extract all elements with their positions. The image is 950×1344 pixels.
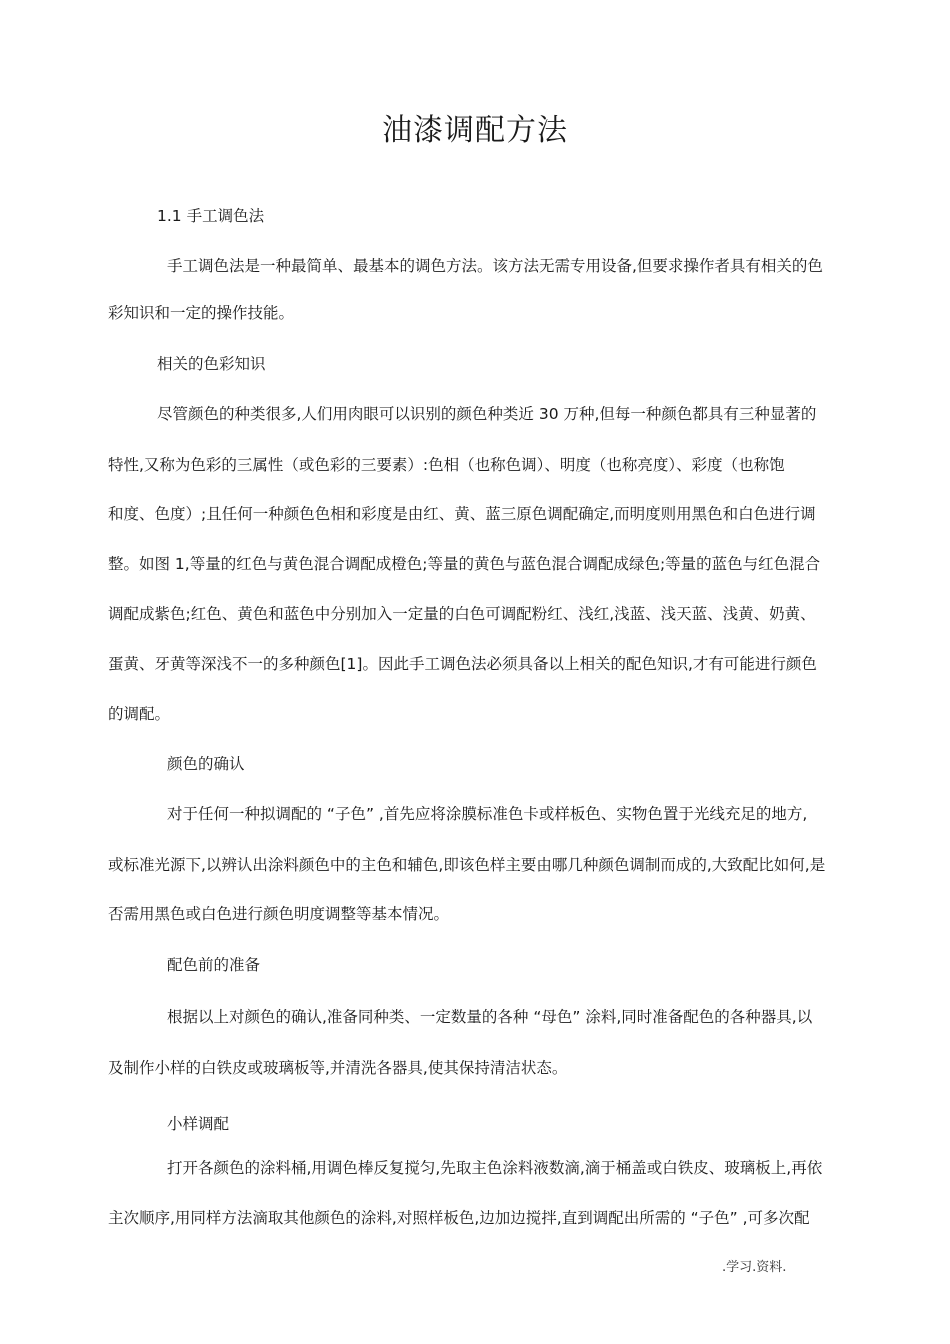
- paragraph-line: 主次顺序,用同样方法滴取其他颜色的涂料,对照样板色,边加边搅拌,直到调配出所需的 “子色” ,可多次配: [108, 1209, 810, 1227]
- paragraph-line: 根据以上对颜色的确认,准备同种类、一定数量的各种 “母色” 涂料,同时准备配色的各种器具,以: [167, 1008, 813, 1026]
- paragraph-line: 和度、色度）;且任何一种颜色色相和彩度是由红、黄、蓝三原色调配确定,而明度则用黑色和白色进行调: [108, 505, 816, 523]
- paragraph-line: 对于任何一种拟调配的 “子色” ,首先应将涂膜标准色卡或样板色、实物色置于光线充足的地方,: [167, 805, 808, 823]
- section-heading: 1.1 手工调色法: [157, 207, 265, 225]
- paragraph-line: 的调配。: [108, 705, 171, 723]
- page-footer: .学习.资料.: [722, 1260, 787, 1275]
- subsection-heading: 配色前的准备: [167, 956, 261, 974]
- subsection-heading: 小样调配: [167, 1115, 230, 1133]
- paragraph-line: 彩知识和一定的操作技能。: [108, 304, 295, 322]
- subsection-heading: 颜色的确认: [167, 755, 245, 773]
- subsection-heading: 相关的色彩知识: [157, 355, 266, 373]
- paragraph-line: 否需用黑色或白色进行颜色明度调整等基本情况。: [108, 905, 450, 923]
- paragraph-line: 或标准光源下,以辨认出涂料颜色中的主色和辅色,即该色样主要由哪几种颜色调制而成的,大致配比如何,是: [108, 856, 826, 874]
- paragraph-line: 打开各颜色的涂料桶,用调色棒反复搅匀,先取主色涂料液数滴,滴于桶盖或白铁皮、玻璃板上,再依: [167, 1159, 823, 1177]
- paragraph-line: 整。如图 1,等量的红色与黄色混合调配成橙色;等量的黄色与蓝色混合调配成绿色;等量的蓝色与红色混合: [108, 555, 821, 573]
- paragraph-line: 调配成紫色;红色、黄色和蓝色中分别加入一定量的白色可调配粉红、浅红,浅蓝、浅天蓝、浅黄、奶黄、: [108, 605, 816, 623]
- document-title: 油漆调配方法: [382, 113, 568, 148]
- paragraph-line: 蛋黄、牙黄等深浅不一的多种颜色[1]。因此手工调色法必须具备以上相关的配色知识,才有可能进行颜色: [108, 655, 817, 673]
- paragraph-line: 特性,又称为色彩的三属性（或色彩的三要素）:色相（也称色调）、明度（也称亮度）、彩度（也称饱: [108, 456, 785, 474]
- paragraph-line: 尽管颜色的种类很多,人们用肉眼可以识别的颜色种类近 30 万种,但每一种颜色都具有三种显著的: [157, 405, 817, 423]
- paragraph-line: 手工调色法是一种最简单、最基本的调色方法。该方法无需专用设备,但要求操作者具有相关的色: [167, 257, 823, 275]
- paragraph-line: 及制作小样的白铁皮或玻璃板等,并清洗各器具,使其保持清洁状态。: [108, 1059, 568, 1077]
